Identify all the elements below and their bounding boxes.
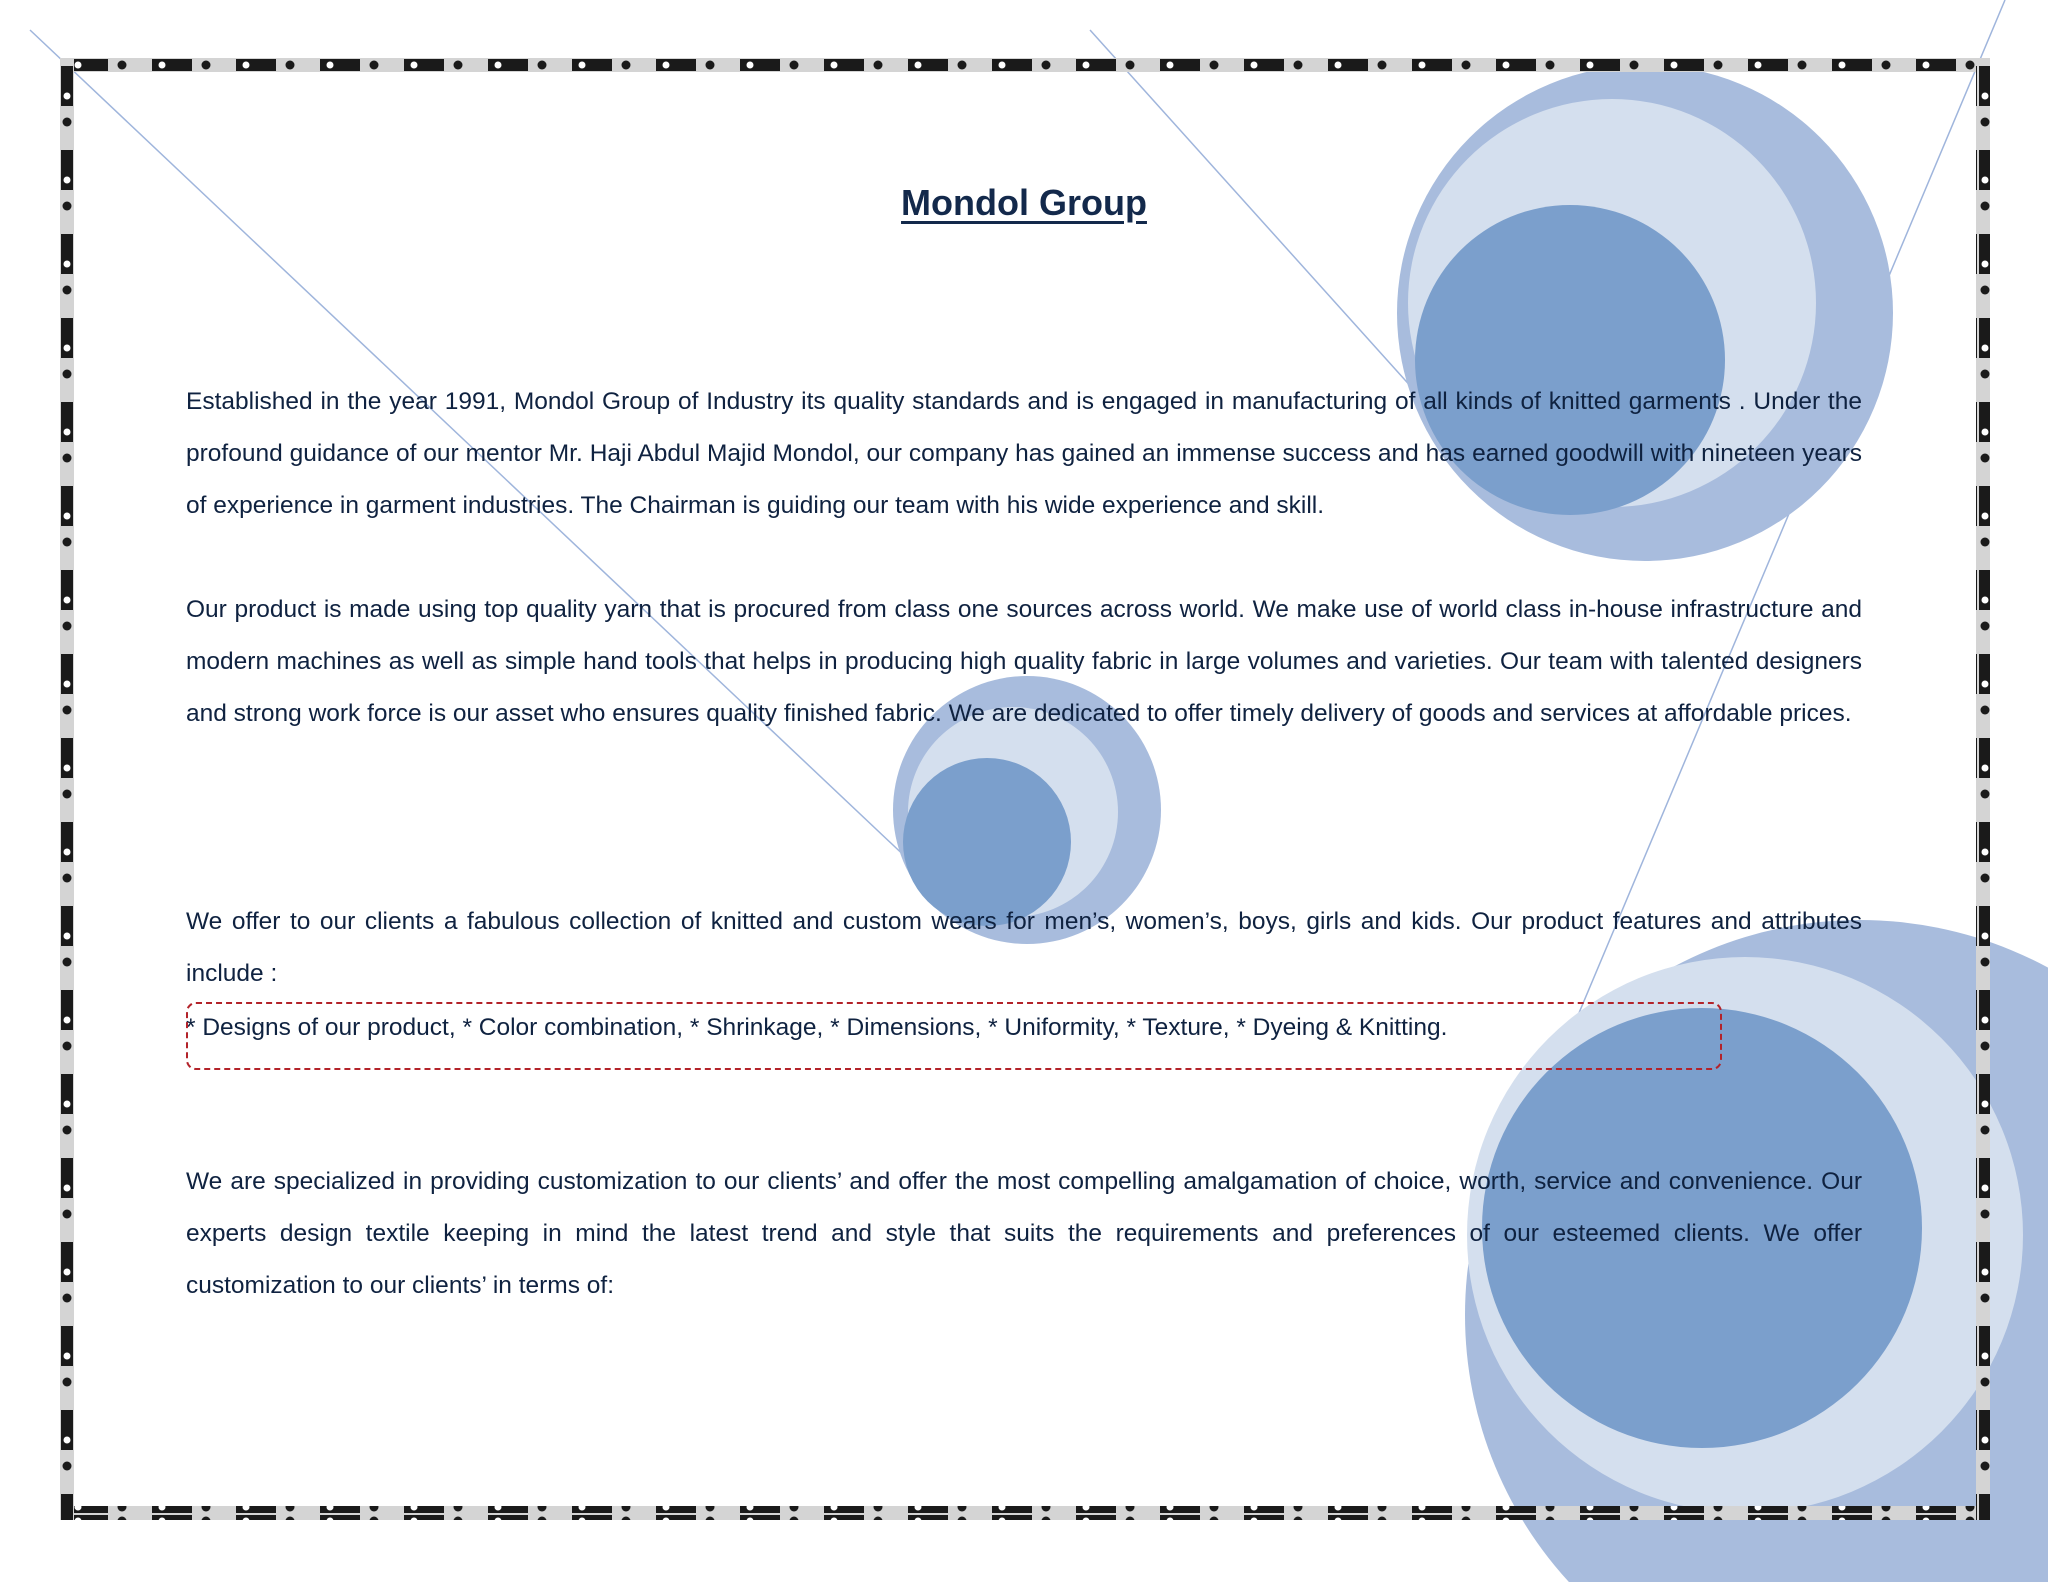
- paragraph-establishment: Established in the year 1991, Mondol Group of Industry its quality standards and is engaged in manufacturing of all kinds of knitted garments . Under the profound guidance of our mentor Mr. Haji Abdul Majid Mondol, our company has gained an immense success and has earned goodwill with nineteen years of experience in garment industries. The Chairman is guiding our team with his wide experience and skill.: [186, 388, 1862, 519]
- attributes-box: [186, 1002, 1722, 1070]
- document-title: Mondol Group: [901, 182, 1147, 223]
- border-right: [1976, 58, 1990, 1520]
- border-top: [60, 58, 1990, 72]
- border-bottom: [60, 1506, 1990, 1520]
- attributes-list: * Designs of our product, * Color combination, * Shrinkage, * Dimensions, * Uniformity, * Texture, * Dyeing & Knitting.: [186, 1014, 1448, 1041]
- paragraph-product: Our product is made using top quality yarn that is procured from class one sources across world. We make use of world class in-house infrastructure and modern machines as well as simple hand tools that helps in producing high quality fabric in large volumes and varieties. Our team with talented designers and strong work force is our asset who ensures quality finished fabric. We are dedicated to offer timely delivery of goods and services at affordable prices.: [186, 596, 1862, 727]
- paragraph-customization: We are specialized in providing customization to our clients’ and offer the most compelling amalgamation of choice, worth, service and convenience. Our experts design textile keeping in mind the latest trend and style that suits the requirements and preferences of our esteemed clients. We offer customization to our clients’ in terms of:: [186, 1168, 1862, 1299]
- border-left: [60, 58, 74, 1520]
- paragraph-offer: We offer to our clients a fabulous collection of knitted and custom wears for men’s, women’s, boys, girls and kids. Our product features and attributes include :: [186, 908, 1862, 987]
